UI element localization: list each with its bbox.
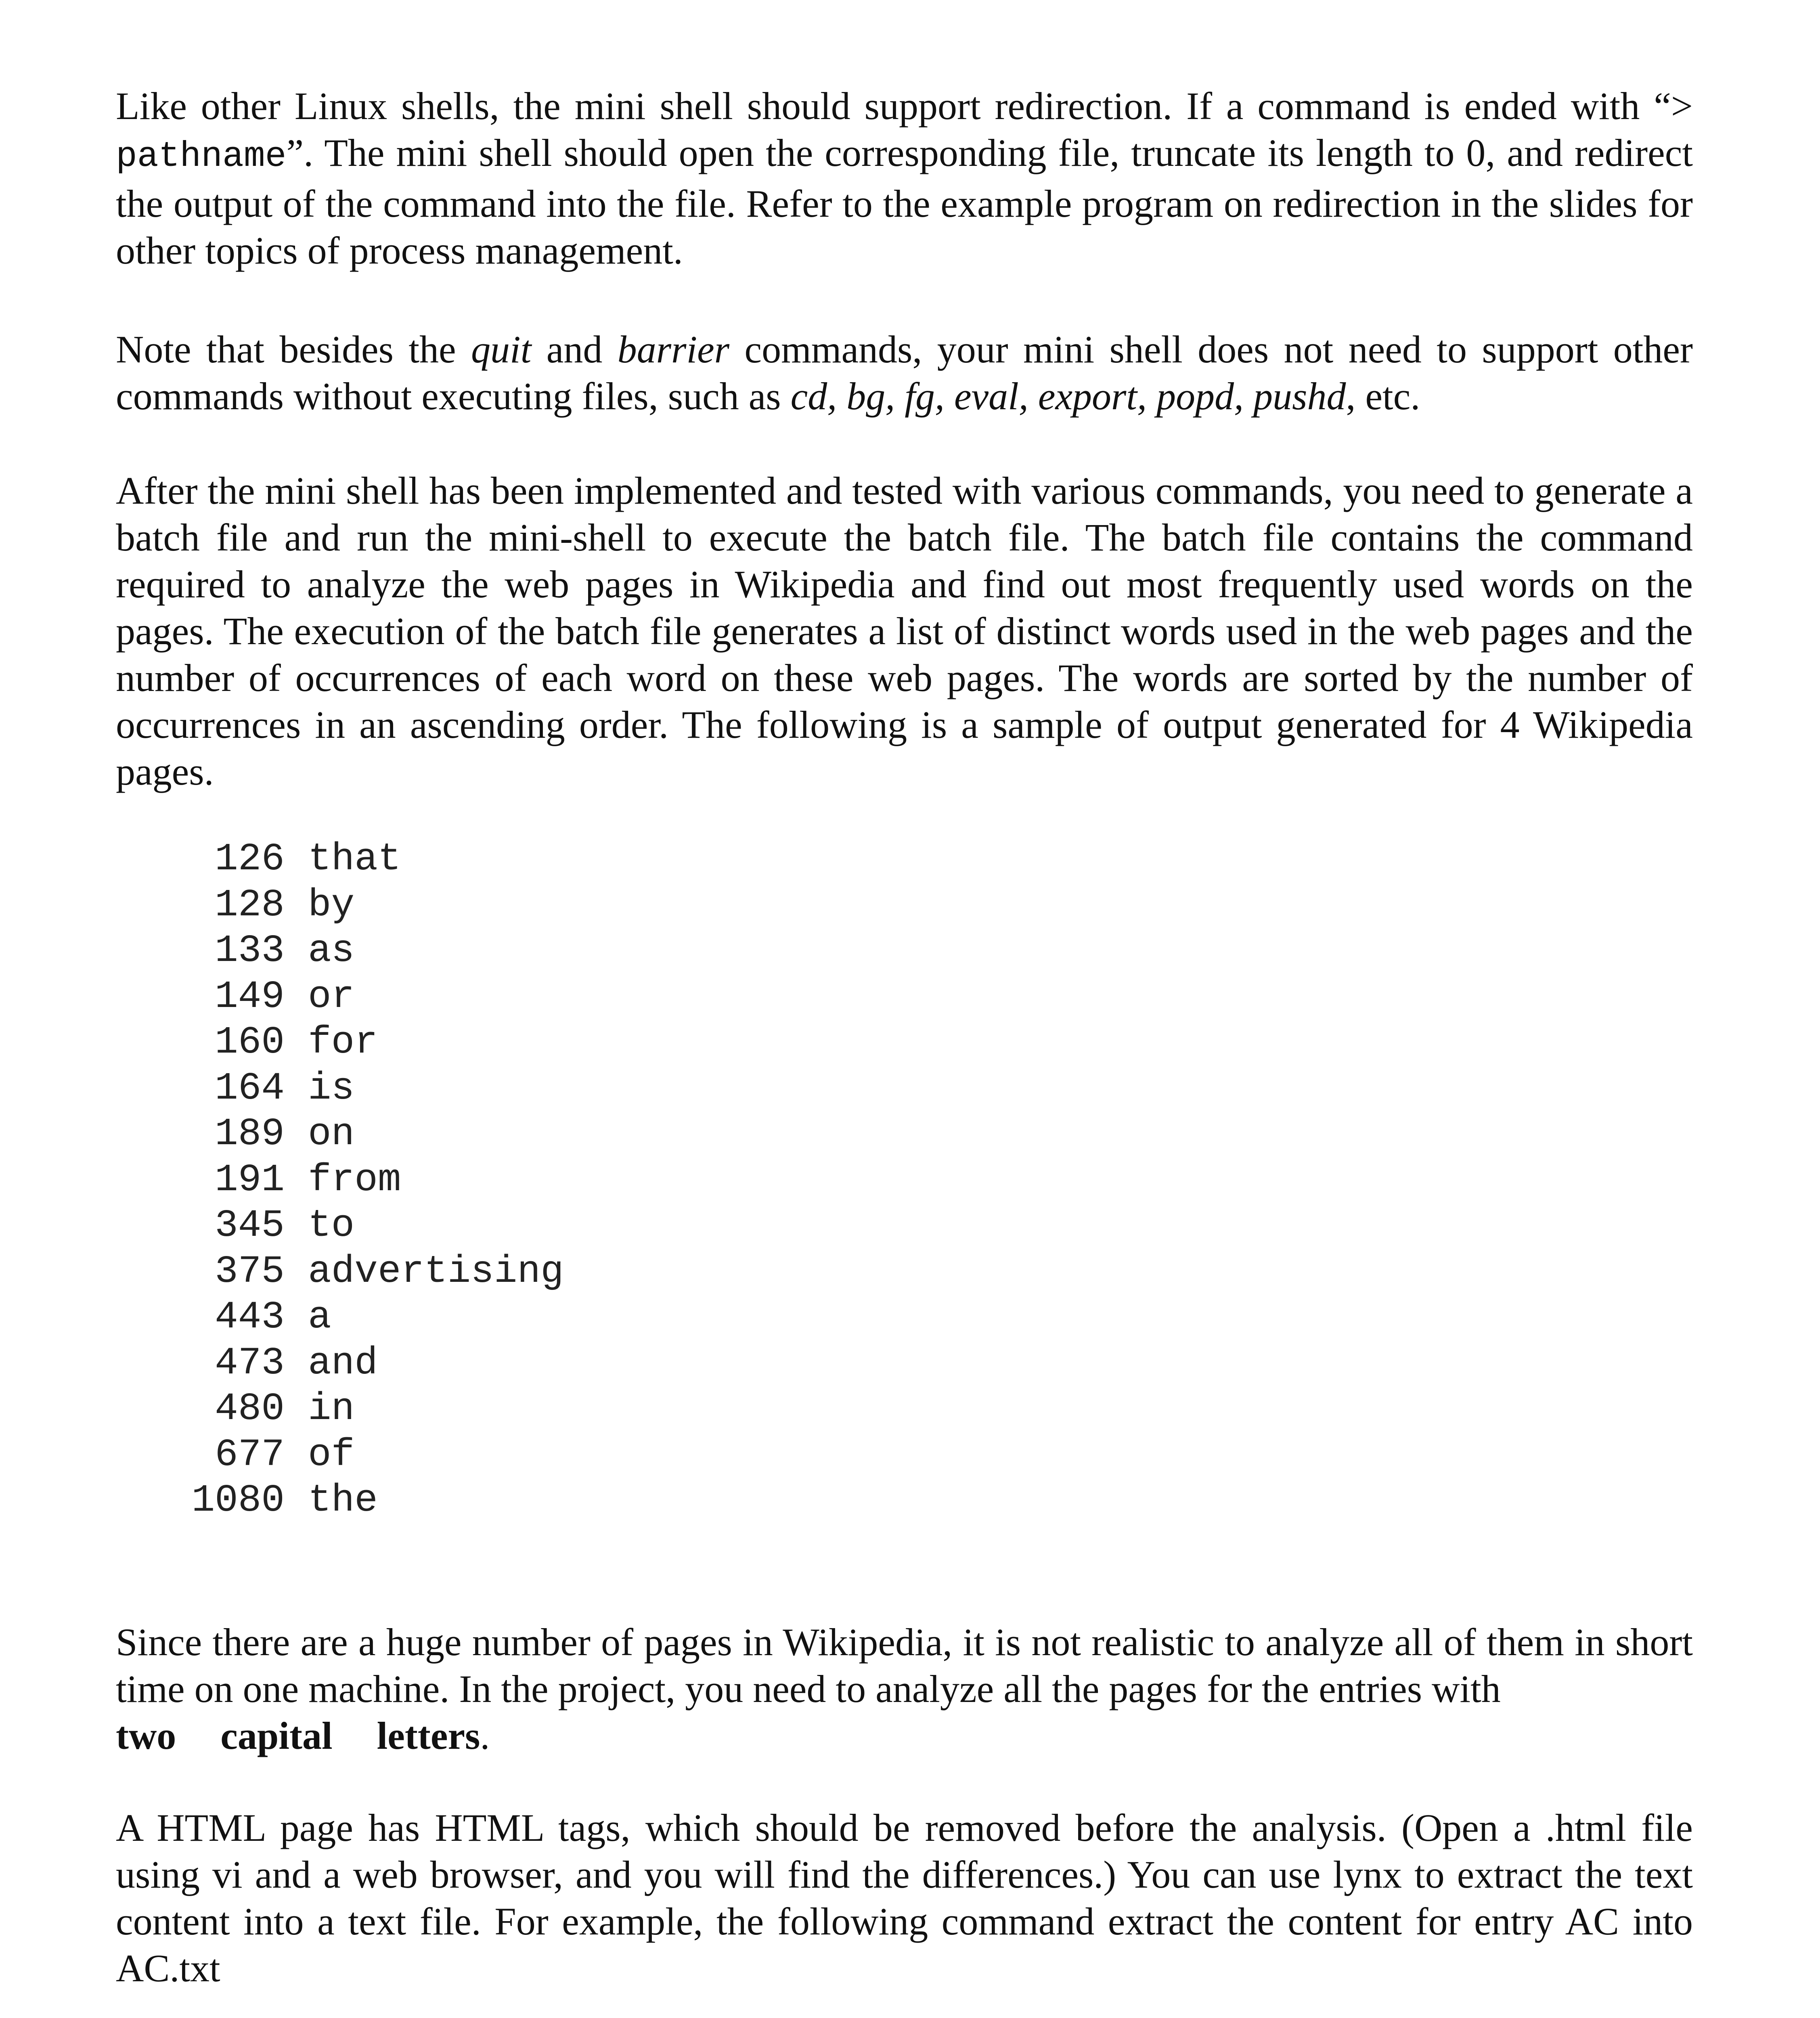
count: 375 — [215, 1249, 285, 1294]
paragraph-batch-file: After the mini shell has been implemented and tested with various commands, you need to generate a batch file and run the mini-shell to execute the batch file. The batch file contains the command required to analyze the web pages in Wikipedia and find out most frequently used words on the pages. The execution of the batch file generates a list of distinct words used in the web pages and the number of occurrences of each word on these web pages. The words are sorted by the number of occurrences in an ascending order. The following is a sample of output generated for 4 Wikipedia pages. — [116, 469, 1693, 793]
paragraph-html-tags: A HTML page has HTML tags, which should be removed before the analysis. (Open a .html file using vi and a web browser, and you will find the differences.) You can use lynx to extract the text content into a text file. For example, the following command extract the content for entry AC into AC.txt — [116, 1806, 1693, 1990]
word: that — [308, 837, 401, 881]
word: the — [308, 1478, 378, 1522]
output-row — [191, 1294, 1820, 1340]
output-row — [191, 1066, 1820, 1112]
word: in — [308, 1387, 355, 1431]
text: ”. The mini shell should open the corresponding file, truncate its length to 0, and redirect the output of the command into the file. Refer to the example program on redirection in the slides for other topics of process management. — [116, 131, 1693, 272]
word: as — [308, 929, 355, 973]
count: 164 — [215, 1066, 285, 1110]
output-row — [191, 1111, 1820, 1157]
output-row — [191, 1432, 1820, 1478]
count: 128 — [215, 883, 285, 927]
paragraph-redirection — [116, 83, 1693, 274]
paragraph-builtins — [116, 326, 1693, 420]
word: or — [308, 974, 355, 1019]
code-pathname: pathname — [116, 137, 287, 177]
output-row — [191, 974, 1820, 1020]
output-row — [191, 1157, 1820, 1203]
text: . — [480, 1714, 490, 1757]
text: and — [531, 328, 618, 371]
italic-commands: cd, bg, fg, eval, export, popd, pushd — [790, 375, 1346, 418]
italic-barrier: barrier — [617, 328, 730, 371]
output-row — [191, 1478, 1820, 1524]
output-row — [191, 1019, 1820, 1066]
output-row — [191, 836, 1820, 882]
output-row — [191, 928, 1820, 974]
output-row — [191, 1249, 1820, 1295]
count: 126 — [215, 837, 285, 881]
bold-letters: letters — [377, 1714, 480, 1757]
count: 133 — [215, 929, 285, 973]
word: from — [308, 1158, 401, 1202]
count: 1080 — [191, 1478, 285, 1522]
text: Note that besides the — [116, 328, 471, 371]
text: commands, your mini shell does not need to support other commands without executing files, such as — [116, 328, 1693, 418]
text: Like other Linux shells, the mini shell should support redirection. If a command is ended with “> — [116, 84, 1693, 128]
bold-two: two — [116, 1714, 176, 1757]
count: 160 — [215, 1020, 285, 1064]
sample-output — [191, 836, 1820, 1524]
paragraph-scope — [116, 1619, 1693, 1759]
word: a — [308, 1295, 331, 1339]
word: advertising — [308, 1249, 564, 1294]
bold-capital: capital — [220, 1714, 333, 1757]
output-row — [191, 1386, 1820, 1432]
italic-quit: quit — [471, 328, 532, 371]
count: 149 — [215, 974, 285, 1019]
word: to — [308, 1204, 355, 1248]
count: 443 — [215, 1295, 285, 1339]
word: by — [308, 883, 355, 927]
text: Since there are a huge number of pages in Wikipedia, it is not realistic to analyze all of them in short time on one machine. In the project, you need to analyze all the pages for the entries with — [116, 1620, 1693, 1710]
count: 345 — [215, 1204, 285, 1248]
output-row — [191, 882, 1820, 928]
word: on — [308, 1112, 355, 1156]
word: is — [308, 1066, 355, 1110]
output-row — [191, 1340, 1820, 1386]
count: 189 — [215, 1112, 285, 1156]
word: of — [308, 1432, 355, 1477]
count: 677 — [215, 1432, 285, 1477]
word: and — [308, 1341, 378, 1385]
word: for — [308, 1020, 378, 1064]
output-row — [191, 1203, 1820, 1249]
count: 480 — [215, 1387, 285, 1431]
text: , etc. — [1346, 375, 1420, 418]
count: 473 — [215, 1341, 285, 1385]
count: 191 — [215, 1158, 285, 1202]
